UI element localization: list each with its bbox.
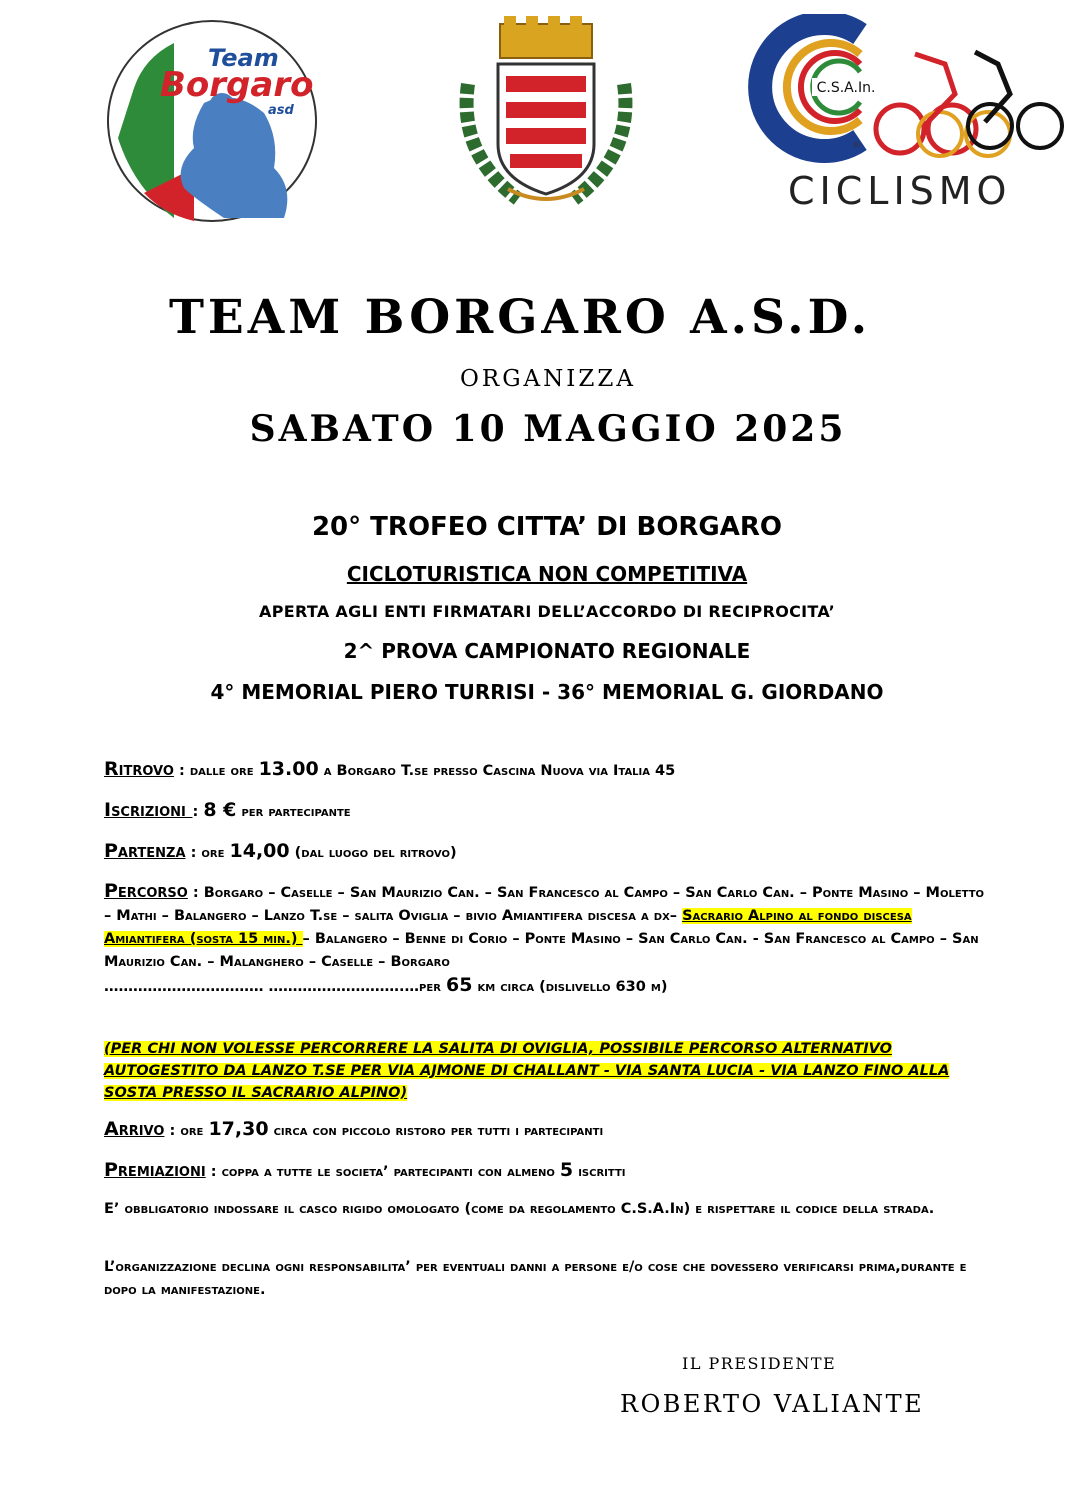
registered-mark: ® [852, 141, 861, 151]
premiazioni-label: Premiazioni [104, 1159, 206, 1181]
percorso-text-2: – Balangero – Benne di Corio – Ponte Masino – San Carlo Can. - San Francesco al Campo – San Maurizio Can. – Malanghero – Caselle – Borgaro [104, 931, 979, 970]
premiazioni-pre: : coppa a tutte le societa’ partecipanti con almeno [205, 1164, 560, 1180]
liability-notice: L’organizzazione declina ogni responsabilita’ per eventuali danni a persone e/o cose che dovessero verificarsi prima,durante e dopo la manifestazione. [104, 1259, 967, 1298]
arrivo-label: Arrivo [104, 1118, 165, 1140]
percorso-label: Percorso [104, 880, 188, 902]
borgaro-crest [448, 14, 644, 210]
logo-team-word: Team [208, 44, 279, 72]
premiazioni-num: 5 [559, 1159, 574, 1181]
partenza-pre: : ore [185, 845, 230, 861]
president-name: ROBERTO VALIANTE [620, 1390, 925, 1418]
percorso-highlight: Sacrario Alpino al fondo discesa Amiantifera (sosta 15 min.) [104, 908, 912, 947]
iscrizioni-label: Iscrizioni [104, 799, 193, 821]
premiazioni-row [104, 1159, 994, 1184]
arrivo-row [104, 1118, 994, 1143]
percorso-dots: …………………………… ……………………….…per [104, 979, 446, 995]
arrivo-time: 17,30 [208, 1118, 269, 1140]
partenza-row [104, 840, 994, 865]
iscrizioni-amount: 8 € [203, 799, 237, 821]
percorso-text-1: : Borgaro – Caselle – San Maurizio Can. – San Francesco al Campo – San Carlo Can. – Ponte Masino – Moletto – Mathi – Balangero – Lanzo T.se – salita Oviglia – bivio Amiantifera discesa a dx– [104, 885, 985, 924]
ritrovo-pre: : dalle ore [173, 763, 259, 779]
arrivo-post: circa con piccolo ristoro per tutti i partecipanti [268, 1123, 604, 1139]
page-title: TEAM BORGARO A.S.D. [168, 290, 872, 345]
open-to-line: APERTA AGLI ENTI FIRMATARI DELL’ACCORDO DI RECIPROCITA’ [259, 602, 835, 621]
csain-ciclismo-logo [740, 14, 1070, 214]
alternative-route-note [104, 1038, 984, 1104]
iscrizioni-pre: : [192, 804, 204, 820]
percorso-km-post: km circa (dislivello 630 m) [472, 979, 668, 995]
partenza-post: (dal luogo del ritrovo) [289, 845, 457, 861]
ritrovo-label: Ritrovo [104, 758, 174, 780]
event-type: CICLOTURISTICA NON COMPETITIVA [346, 562, 748, 586]
event-date: SABATO 10 MAGGIO 2025 [249, 408, 847, 450]
team-borgaro-logo [104, 18, 320, 224]
president-label: IL PRESIDENTE [682, 1354, 837, 1373]
organizza-label: ORGANIZZA [460, 366, 636, 392]
championship-line: 2^ PROVA CAMPIONATO REGIONALE [343, 639, 751, 663]
iscrizioni-row [104, 799, 994, 824]
ritrovo-post: a Borgaro T.se presso Cascina Nuova via Italia 45 [318, 763, 676, 779]
premiazioni-post: iscritti [573, 1164, 626, 1180]
trophy-title: 20° TROFEO CITTA’ DI BORGARO [311, 512, 783, 542]
logo-asd-word: asd [268, 103, 294, 118]
csain-caption: CICLISMO [788, 169, 1012, 213]
alternative-route-text: (PER CHI NON VOLESSE PERCORRERE LA SALITA DI OVIGLIA, POSSIBILE PERCORSO ALTERNATIVO AUTOGESTITO DA LANZO T.SE PER VIA AJMONE DI CHALLANT - VIA SANTA LUCIA - VIA LANZO FINO ALLA SOSTA PRESSO IL SACRARIO ALPINO) [104, 1041, 950, 1101]
helmet-notice: E’ obbligatorio indossare il casco rigido omologato (come da regolamento C.S.A.In) e rispettare il codice della strada. [104, 1201, 935, 1217]
csain-badge-text: C.S.A.In. [816, 80, 876, 96]
percorso-block [104, 880, 994, 999]
iscrizioni-post: per partecipante [236, 804, 351, 820]
memorials-line: 4° MEMORIAL PIERO TURRISI - 36° MEMORIAL G. GIORDANO [210, 680, 884, 704]
partenza-label: Partenza [104, 840, 186, 862]
percorso-km: 65 [445, 974, 473, 996]
ritrovo-row [104, 758, 994, 783]
partenza-time: 14,00 [229, 840, 290, 862]
ritrovo-time: 13.00 [258, 758, 319, 780]
logo-borgaro-word: Borgaro [160, 65, 314, 105]
arrivo-pre: : ore [164, 1123, 209, 1139]
